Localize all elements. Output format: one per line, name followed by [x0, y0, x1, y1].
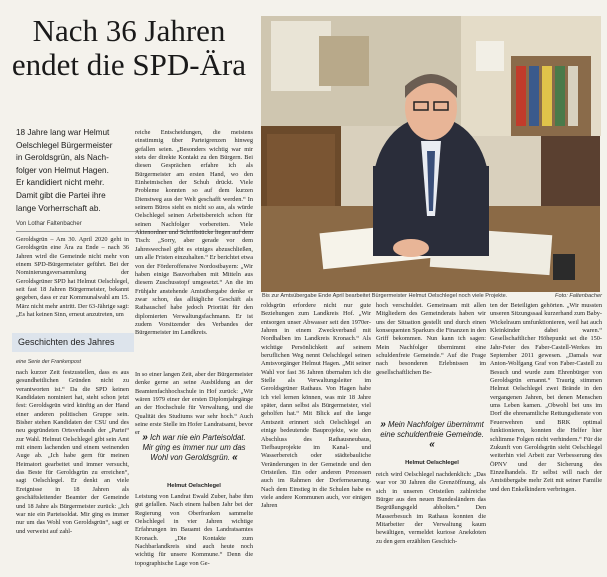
article-column-4b — [376, 471, 486, 577]
quote-author: Helmut Oelschlegel — [405, 460, 459, 466]
article-text: reiche Entscheidungen, die meistens einstimmig über Parteigrenzen hinweg gefallen seien. „Besonders wichtig war mir stets der direkte Kontakt zu den Bürgern. Bei diesen Gesprächen erfahre ich als Bürgermeister am ersten Hand, wo den Einheimischen der Schuh drückt. Viele Probleme konnten so auf dem kurzen Dienstweg aus der Welt geschafft werden.“ In seinem Büros sieht es nicht so aus, als würde Oelschlegel seinen Arbeitsbereich schon für seinen Nachfolger vorbereiten. Viele Aktenordner und Schriftstücke liegen auf dem Tisch: „Sorry, aber gerade vor dem Jahreswechsel gibt es einiges abzuschließen, um alle Fristen einzuhalten.“ Er berichtet etwa von der Förderoffensive Nordostbayern: „Wir haben einige Bauvorhaben mit Mitteln aus diesem Zuschusstopf umgesetzt.“ An die im Frühjahr anstehende Amtsübergabe denke er zwar schon, das alltägliche Geschäft als Rathauschef habe jedoch Priorität für den diplomierten Verwaltungsfachmann. Er ist zudem Vorsitzender des Verbandes der Bürgermeister im Landkreis. — [135, 129, 253, 337]
quote-mark-icon: » — [380, 419, 386, 430]
article-column-2b — [135, 371, 253, 437]
lead-line: Damit gibt die Partei ihre — [16, 190, 106, 200]
article-text: In so einer langen Zeit, aber der Bürgermeister denke gerne an seine Ausbildung an der Beamtenfachhochschule in Hof zurück: „Wir wären 1979 einer der ersten Diplomjahrgänge an der Hochschule für Verwaltung, und die Qualität des Studiums war sehr hoch.“ Auch seine erste Stelle im Hofer Landratsamt, bevor er — [135, 371, 253, 437]
quote-mark-icon: « — [232, 452, 238, 463]
series-box-title: Geschichten des Jahres — [12, 333, 134, 352]
lead-line: folger von Helmut Hagen. — [16, 165, 109, 175]
lead-line: lange Vorherrschaft ab. — [16, 203, 101, 213]
office-photo-illustration — [261, 16, 600, 292]
series-box-subtitle: eine Serie der Frankenpost — [16, 359, 82, 365]
article-text: Leistung von Landrat Ewald Zuber, habe ihm gut gefallen. Nach einem halben Jahr bei der Regierung von Oberfranken sammelte Oelschlegel in vier Jahren wichtige Erfahrungen im Bauamt des Landratsamtes Kronach. „Die Kontakte zum Nachbarlandkreis sind auch heute noch wichtig für unsere Kommune.“ Denn die topographische Lage von Ge- — [135, 493, 253, 567]
photo-caption — [262, 293, 602, 299]
article-text: roldsgrün erfordere nicht nur gute Beziehungen zum Landkreis Hof. „Wir entsorgen unser Abwasser seit den 1970er-Jahren in einem Zweckverband mit Nordhalben im Landkreis Kronach.“ Als wichtige Persönlichkeit auf seinem beruflichen Weg nennt Oelschlegel seinen Amtsvorgänger Helmut Hagen. „Mit seiner Wahl vor fast 36 Jahren übernahm ich die Stelle als Verwaltungsleiter im Geroldsgrüner Rathaus. Von Hagen habe ich viel lernen können, was mir 18 Jahre später, dann selbst als Bürgermeister, viel geholfen hat.“ Mit Blick auf die lange Amtszeit erinnert sich Oelschlegel an einige bedeutende Bauprojekte, wie den Abschluss des Rathausneubaus, Tiefbauprojekte im Kanal- und Wasserbereich oder städtebauliche Veränderungen in der Gemeinde und den Ortsteilen. Ein oder anderen Prozessen auch im Rahmen der Dorferneuerung. Nach dem Einstieg in die Schulen habe es viele andere Kommunen auch, vor einigen Jahren — [261, 302, 371, 510]
article-text: Geroldsgrün – Am 30. April 2020 geht in Geroldsgrün eine Ära zu Ende – nach 36 Jahren wird die Gemeinde nicht mehr von einem SPD-Bürgermeister geführt. Bei der Nominierungsversammlung der Geroldsgrüner SPD hat Helmut Oelschlegel, seit fast 18 Jahren Bürgermeister, bekannt gegeben, dass er zur Kommunalwahl am 15. März nicht mehr antritt. Der 63-Jährige sagt: „Es hat keinen Sinn, erneut anzutreten, um — [16, 236, 129, 319]
article-column-3 — [261, 302, 371, 577]
pull-quote-1 — [136, 433, 252, 463]
caption-text: Bis zur Amtsübergabe Ende April bearbeitet Bürgermeister Helmut Oelschlegel noch viele Projekte. — [262, 293, 508, 299]
quote-mark-icon: « — [429, 439, 435, 450]
lead-line: Oelschlegel Bürgermeister — [16, 140, 113, 150]
lead-line: in Geroldsgrün, als Nach- — [16, 153, 109, 163]
quote-text: Ich war nie ein Parteisoldat. Mir ging es immer nur um das Wohl von Geroldsgrün. — [142, 433, 246, 462]
photo-credit: Foto: Faltenbacher — [555, 293, 602, 299]
quote-text: Mein Nachfolger übernimmt eine schuldenfreie Gemeinde. — [380, 420, 484, 439]
article-column-1a — [16, 236, 129, 330]
quote-author: Helmut Oelschlegel — [167, 483, 221, 489]
article-text: ten der Beteiligten gehörten. „Wir mussten unseren Sitzungssaal kurzerhand zum Baby-Wickelraum umfunktionieren, weil hat auch Kleinkinder dabei waren.“ Gesellschaftlicher Höhepunkt sei die 150-Jahr-Feier des Faber-Castell-Werkes im September 2011 gewesen. „Damals war Anton-Wolfgang Graf von Faber-Castell zu Besuch und wurde zum Ehrenbürger von Geroldsgrün ernannt.“ Traurig stimmen Helmut Oelschlegel zwei Brände in den vergangenen Jahren, bei denen Menschen ums Leben kamen. „Obwohl bei uns im Dorf die ehrenamtliche Rettungsdienste von Feuerwehren und BRK optimal funktionieren, konnten die Helfer hier schlimme Folgen nicht verhindern.“ Für die Zukunft von Geroldsgrün sieht Oelschlegel weiterhin viel Arbeit zur Verbesserung des ÖPNV und der Sicherung des Einzelhandels. Er selbst will nach der Amtsübergabe mehr Zeit mit seiner Familie und den Enkelkindern verbringen. — [490, 302, 602, 493]
byline: Von Lothar Faltenbacher — [16, 221, 82, 227]
article-photo — [261, 16, 600, 292]
article-text: hoch verschuldet. Gemeinsam mit allen Mitgliedern des Gemeinderats haben wir uns der Situation gestellt und durch einen konsequenten Sparkurs die Finanzen in den Griff bekommen. Nun kann ich sagen: Mein Nachfolger übernimmt eine schuldenfreie Gemeinde.“ Auf die Frage nach besonderen Erlebnissen im gesellschaftlichen Be- — [376, 302, 486, 376]
article-column-2c — [135, 493, 253, 577]
pull-quote-2 — [380, 420, 484, 450]
headline: Nach 36 Jahren endet die SPD-Ära — [11, 13, 247, 82]
article-text: reich wird Oelschlegel nachdenklich: „Das war vor 30 Jahren die Grenzöffnung, als sich in unseren Ortsteilen zahlreiche Bürger aus den neuen Bundesländern das Begrüßungsgeld abholten.“ Den Masserbesuch im Rathaus konnten die Mitarbeiter der Verwaltung kaum bewältigen, vermeldet kuriose Anekdoten zu den gern erzählten Geschich- — [376, 471, 486, 545]
article-column-1b — [16, 369, 129, 577]
quote-mark-icon: » — [142, 432, 148, 443]
article-column-4a — [376, 302, 486, 412]
article-column-5 — [490, 302, 602, 577]
article-column-2a — [135, 129, 253, 367]
lead-line: 18 Jahre lang war Helmut — [16, 128, 110, 137]
lead-line: Er kandidiert nicht mehr. — [16, 178, 105, 188]
article-text: nach kurzer Zeit festzustellen, dass es aus gesundheitlichen Gründen nicht zu verantworten ist.“ Da die SPD keinen Kandidaten nominiert hat, steht schon jetzt fest: Geroldsgrün wird künftig an der Hand einer anderen politischen Gruppe sein. Bisher stehen Kandidaten der CSU und des neu gegründeten Ortsverbands der „Partei“ zur Wahl. Helmut Oelschlegel gibt sein Amt mit einem lachenden und einem weinenden Auge ab. „Ich habe gern für meinen Heimatort gearbeitet und immer versucht, das Beste für Geroldsgrün zu erreichen“, sagt Oelschlegel. Er denkt an viele Ereignisse in 18 Jahren als geschäftsleitender Beamter der Gemeinde und 18 Jahre als Bürgermeister zurück: „Ich war nie ein Parteisoldat. Mir ging es immer nur um das Wohl von Geroldsgrün“, sagt er und verweist auf zahl- — [16, 369, 129, 535]
